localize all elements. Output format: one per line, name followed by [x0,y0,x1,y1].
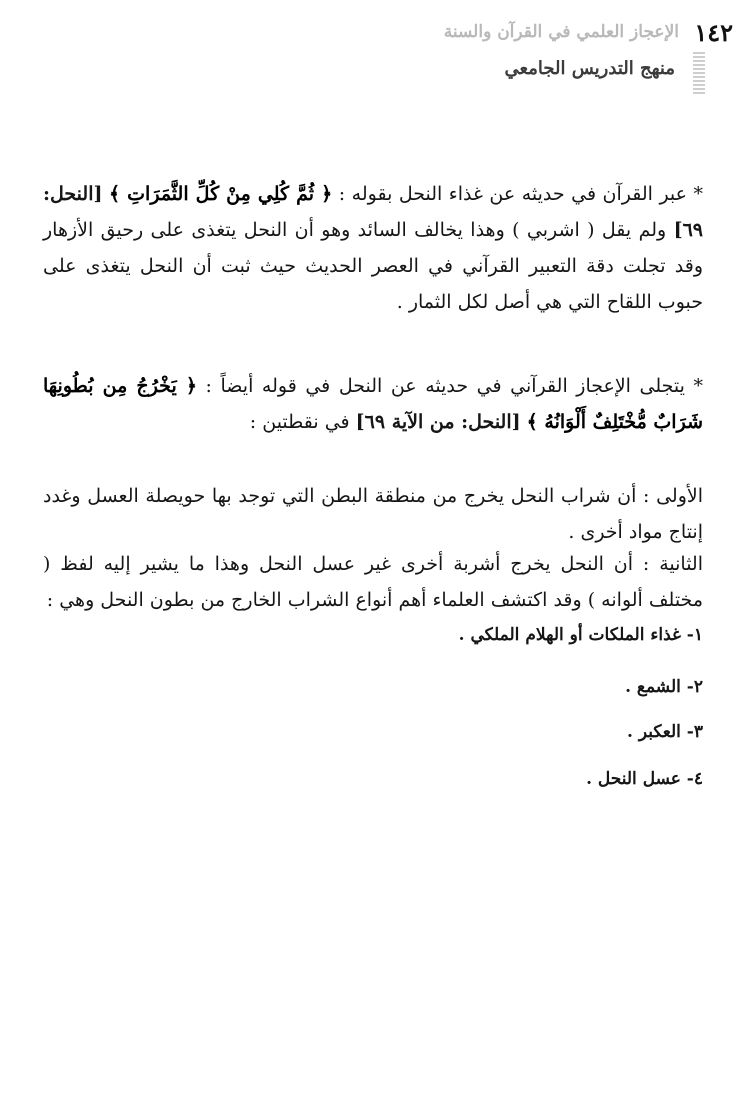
header-ornament [693,50,705,94]
running-title: الإعجاز العلمي في القرآن والسنة [443,22,679,42]
section-title: منهج التدريس الجامعي [504,58,675,79]
paragraph-first-point: الأولى : أن شراب النحل يخرج من منطقة البطن التي توجد بها حويصلة العسل وغدد إنتاج مواد أخرى . [43,485,703,543]
quran-verse: ﴿ يَخْرُجُ مِن بُطُونِهَا شَرَابٌ مُّخْتَلِفٌ أَلْوَانُهُ ﴾ [43,375,703,433]
paragraph-text: * يتجلى الإعجاز القرآني في حديثه عن النحل في قوله أيضاً : [197,375,703,397]
paragraph-bee-food [43,176,703,320]
quran-verse: ﴿ ثُمَّ كُلِي مِنْ كُلِّ الثَّمَرَاتِ ﴾ [108,183,333,205]
paragraph-second-point: الثانية : أن النحل يخرج أشربة أخرى غير عسل النحل وهذا ما يشير إليه لفظ ( مختلف ألوانه ) وقد اكتشف العلماء أهم أنواع الشراب الخارج من بطون النحل وهي : [43,553,703,611]
page-number: ١٤٢ [694,18,733,47]
verse-reference: [النحل: ٦٩] [43,183,703,241]
list-item: ٣- العكبر . [627,722,703,742]
paragraph-text: في نقطتين : [249,411,356,433]
list-item: ١- غذاء الملكات أو الهلام الملكي . [458,625,703,645]
paragraph-bee-drink [43,368,703,440]
paragraph-text: * عبر القرآن في حديثه عن غذاء النحل بقوله : [332,183,703,205]
list-item: ٢- الشمع . [625,677,703,697]
list-item: ٤- عسل النحل . [586,769,703,789]
paragraph-text: ولم يقل ( اشربي ) وهذا يخالف السائد وهو أن النحل يتغذى على رحيق الأزهار وقد تجلت دقة التعبير القرآني في العصر الحديث حيث ثبت أن النحل يتغذى على حبوب اللقاح التي هي أصل لكل الثمار . [43,219,703,313]
verse-reference: [النحل: من الآية ٦٩] [355,411,521,433]
